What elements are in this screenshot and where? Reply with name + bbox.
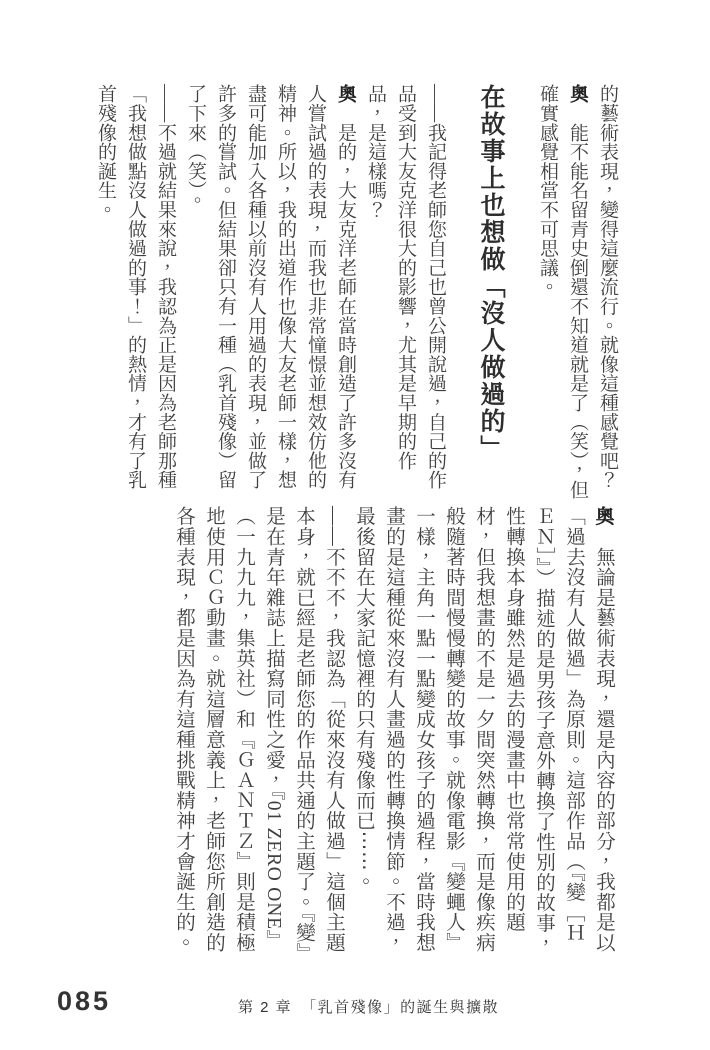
question-paragraph: ——我記得老師您自己也曾公開說過，自己的作品受到大友克洋很大的影響，尤其是早期的作品，是這樣嗎？	[365, 84, 446, 490]
answer-paragraph: 奧 是的，大友克洋老師在當時創造了許多沒有人嘗試過的表現，而我也非常憧憬並想效仿他的精神。所以，我的出道作也像大友老師一樣，想盡可能加入各種以前沒有人用過的表現，並做了許多的嘗試。但結果卻只有一種（乳首殘像）留了下來（笑）。	[185, 84, 356, 490]
interview-text-bottom	[126, 506, 618, 958]
question-paragraph: ——不不不，我認為「從來沒有人做過」這個主題本身，就已經是老師您的作品共通的主題了。『變』是在青年雜誌上描寫同性之愛，『01 ZERO ONE』（一九九九，集英社）和『ＧＡＮＴＺ』則是積極地使用ＣＧ動畫。就這層意義上，老師您所創造的各種表現，都是因為有這種挑戰精神才會誕生的。	[173, 506, 344, 954]
question-paragraph: ——不過就結果來說，我認為正是因為老師那種「我想做點沒人做過的事！」的熱情，才有了乳首殘像的誕生。	[95, 84, 176, 490]
paragraph: 的藝術表現，變得這麼流行。就像這種感覺吧？	[597, 84, 618, 490]
speaker-label: 奧	[567, 84, 588, 104]
answer-paragraph: 奧 能不能名留青史倒還不知道就是了（笑），但確實感覺相當不可思議。	[537, 84, 588, 500]
speaker-label: 奧	[335, 84, 356, 104]
page-number: 085	[57, 986, 112, 1016]
speaker-label: 奧	[592, 506, 614, 527]
interview-text-top	[54, 84, 622, 504]
footer-chapter-title: 第 2 章 「乳首殘像」的誕生與擴散	[238, 999, 500, 1016]
section-heading: 在故事上也想做「沒人做過的」	[477, 84, 505, 462]
answer-paragraph: 奧 無論是藝術表現，還是內容的部分，我都是以「過去沒有人做過」為原則。這部作品（『變［ＨＥＮ］』）描述的是男孩子意外轉換了性別的故事，性轉換本身雖然是過去的漫畫中也常常使用的題材，但我想畫的不是一夕間突然轉換，而是像疾病般隨著時間慢慢轉變的故事。就像電影『變蠅人』一樣，主角一點一點變成女孩子的過程，當時我想畫的是這種從來沒有人畫過的性轉換情節。不過，最後留在大家記憶裡的只有殘像而已⋯⋯。	[353, 506, 614, 954]
